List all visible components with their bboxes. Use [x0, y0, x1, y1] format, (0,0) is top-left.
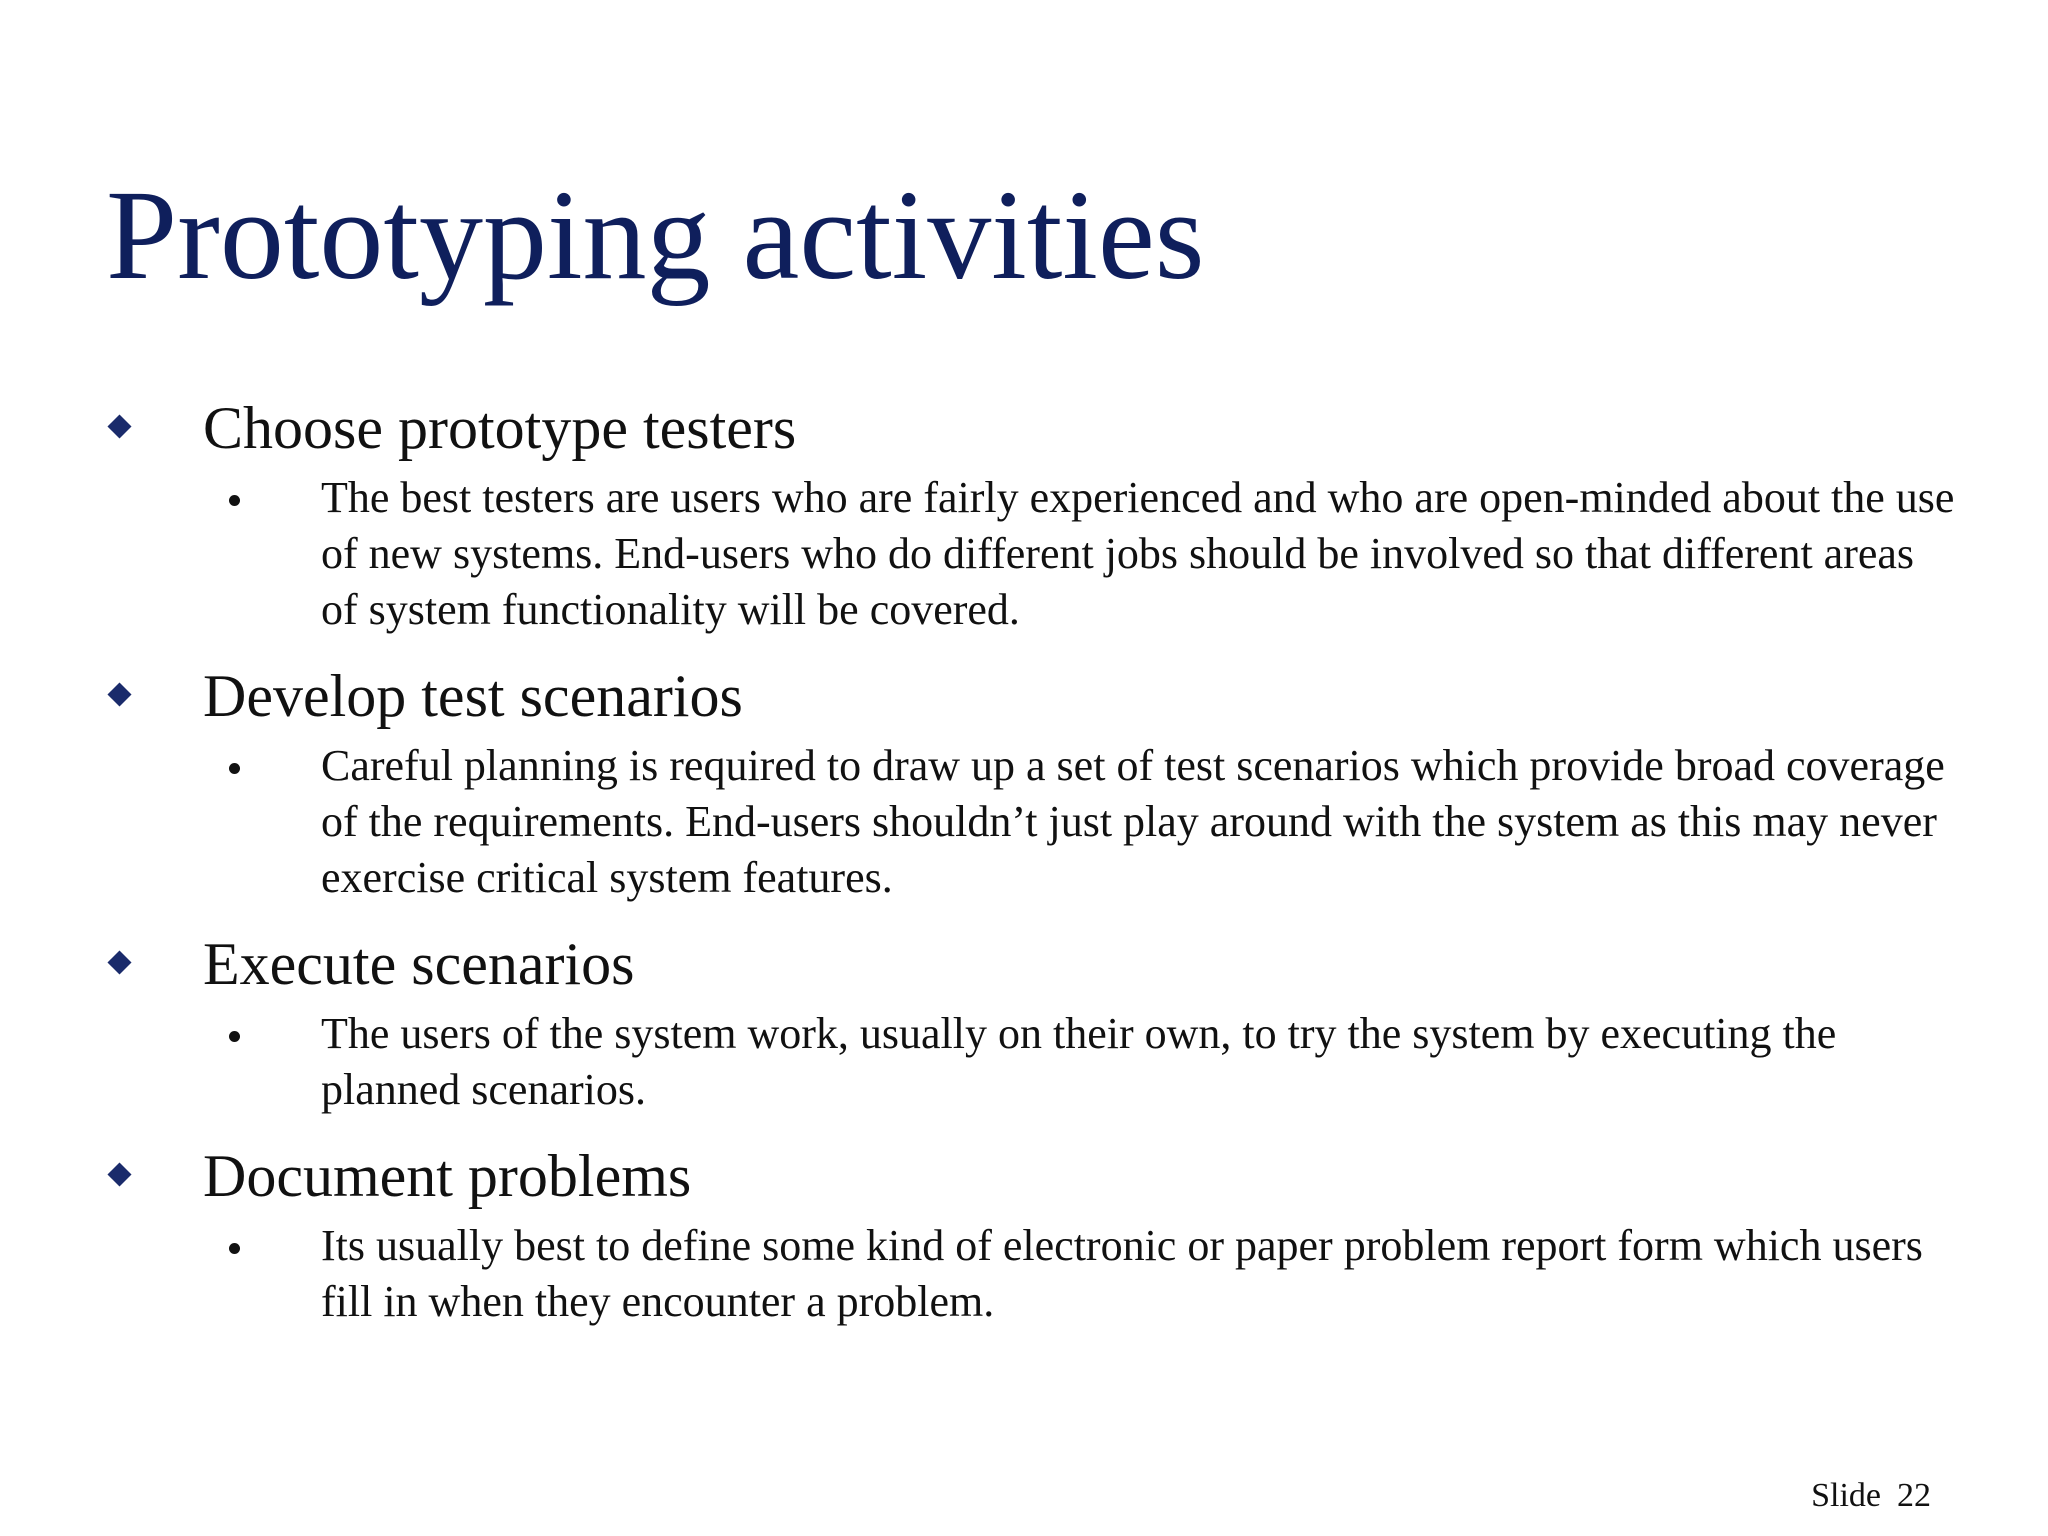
dot-bullet-icon: [229, 1031, 240, 1042]
sub-bullet-text: The users of the system work, usually on their own, to try the system by executing the planned scenarios.: [321, 1009, 1837, 1114]
dot-bullet-icon: [229, 763, 240, 774]
sub-bullet: [0, 738, 2048, 906]
bullet-item: [0, 928, 2048, 1118]
bullet-item: [0, 1140, 2048, 1330]
bullet-item: [0, 392, 2048, 638]
slide-number-value: 22: [1897, 1477, 1931, 1514]
bullet-list: [0, 392, 2048, 1330]
sub-bullet-text: The best testers are users who are fairly experienced and who are open-minded about the use of new systems. End-users who do different jobs should be involved so that different areas of system functionality will be covered.: [321, 473, 1955, 634]
dot-bullet-icon: [229, 1243, 240, 1254]
slide-number: [1811, 1476, 1931, 1516]
bullet-heading: Document problems: [203, 1143, 692, 1209]
dot-bullet-icon: [229, 495, 240, 506]
sub-bullet-text: Its usually best to define some kind of electronic or paper problem report form which users fill in when they encounter a problem.: [321, 1221, 1923, 1326]
sub-bullet: [0, 1006, 2048, 1118]
sub-bullet-text: Careful planning is required to draw up a set of test scenarios which provide broad coverage of the requirements. End-users shouldn’t just play around with the system as this may never exercise critical system features.: [321, 741, 1945, 902]
bullet-heading: Execute scenarios: [203, 931, 635, 997]
sub-bullet: [0, 1218, 2048, 1330]
sub-bullet: [0, 470, 2048, 638]
bullet-heading: Choose prototype testers: [203, 395, 797, 461]
slide-number-label: Slide: [1811, 1477, 1881, 1514]
slide-title: Prototyping activities: [106, 164, 1205, 306]
bullet-heading: Develop test scenarios: [203, 663, 743, 729]
bullet-item: [0, 660, 2048, 906]
